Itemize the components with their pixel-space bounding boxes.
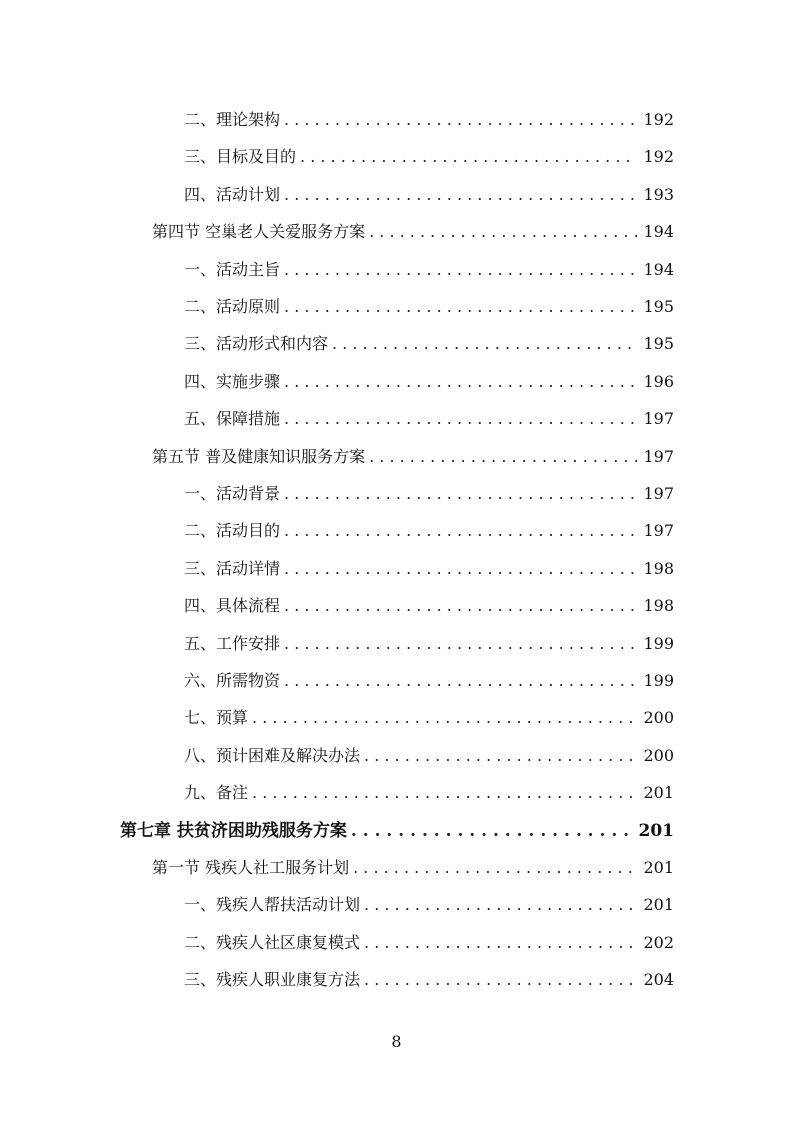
toc-entry[interactable] [152, 445, 674, 469]
toc-leader-dots [369, 220, 637, 244]
toc-entry-page: 194 [643, 222, 674, 242]
toc-entry-page: 197 [643, 484, 674, 503]
toc-entry-page: 196 [643, 371, 674, 391]
toc-entry-label: 三、目标及目的 [184, 147, 297, 167]
toc-entry[interactable] [184, 370, 674, 394]
toc-entry[interactable] [152, 856, 674, 880]
toc-leader-dots [284, 519, 637, 543]
toc-leader-dots [284, 108, 637, 132]
toc-entry-page: 195 [643, 297, 674, 316]
toc-entry-page: 200 [643, 745, 674, 765]
toc-leader-dots [364, 893, 637, 917]
toc-entry-label: 二、活动目的 [184, 521, 281, 541]
toc-entry-label: 二、理论架构 [184, 110, 281, 129]
toc-entry[interactable] [184, 407, 674, 431]
toc-leader-dots [284, 632, 637, 656]
toc-entry-label: 一、残疾人帮扶活动计划 [184, 895, 361, 915]
toc-entry-label: 五、工作安排 [184, 633, 281, 653]
toc-leader-dots [364, 744, 637, 768]
toc-entry-page: 201 [643, 895, 674, 915]
toc-entry[interactable] [184, 145, 674, 169]
toc-entry[interactable] [184, 332, 674, 356]
toc-entry-page: 201 [643, 858, 674, 877]
toc-entry[interactable] [184, 632, 674, 656]
toc-leader-dots [284, 407, 637, 431]
toc-leader-dots [369, 445, 637, 469]
toc-leader-dots [284, 557, 637, 581]
toc-entry[interactable] [184, 295, 674, 319]
toc-entry[interactable] [184, 594, 674, 618]
toc-leader-dots [332, 332, 637, 356]
toc-entry[interactable] [184, 706, 674, 730]
toc-entry-label: 第七章 扶贫济困助残服务方案 [120, 820, 347, 841]
toc-entry-label: 四、具体流程 [184, 596, 281, 616]
toc-entry[interactable] [184, 108, 674, 132]
toc-entry-label: 三、活动形式和内容 [184, 334, 329, 354]
toc-entry[interactable] [184, 893, 674, 917]
toc-leader-dots [300, 145, 637, 169]
toc-entry-label: 六、所需物资 [184, 671, 281, 690]
toc-leader-dots [252, 706, 637, 730]
toc-leader-dots [252, 781, 637, 805]
toc-entry-label: 二、活动原则 [184, 297, 281, 316]
toc-entry-label: 九、备注 [184, 783, 249, 803]
toc-leader-dots [284, 482, 637, 506]
toc-entry-label: 四、实施步骤 [184, 371, 281, 391]
toc-entry-page: 198 [643, 558, 674, 578]
toc-entry-page: 194 [643, 259, 674, 279]
toc-entry-label: 第五节 普及健康知识服务方案 [152, 446, 366, 466]
toc-entry-page: 199 [643, 671, 674, 690]
toc-entry-page: 201 [638, 820, 674, 841]
toc-leader-dots [364, 968, 637, 992]
toc-entry-page: 201 [643, 783, 674, 803]
toc-leader-dots [284, 669, 637, 693]
toc-entry[interactable] [184, 744, 674, 768]
toc-entry-page: 192 [643, 147, 674, 167]
toc-entry[interactable] [184, 258, 674, 282]
toc-entry-page: 193 [643, 184, 674, 204]
toc-entry-label: 七、预算 [184, 708, 249, 728]
toc-leader-dots [284, 183, 637, 207]
toc-entry-page: 197 [643, 521, 674, 541]
toc-entry-label: 第四节 空巢老人关爱服务方案 [152, 222, 366, 242]
toc-entry[interactable] [184, 482, 674, 506]
toc-leader-dots [284, 594, 637, 618]
toc-entry-page: 199 [643, 633, 674, 653]
toc-entry[interactable] [184, 183, 674, 207]
toc-entry-page: 200 [643, 708, 674, 728]
toc-entry-label: 一、活动主旨 [184, 259, 281, 279]
toc-leader-dots [284, 295, 637, 319]
toc-entry[interactable] [184, 669, 674, 693]
toc-entry-page: 198 [643, 596, 674, 616]
toc-leader-dots [284, 258, 637, 282]
toc-entry-label: 五、保障措施 [184, 409, 281, 429]
toc-entry-label: 第一节 残疾人社工服务计划 [152, 858, 350, 877]
toc-entry[interactable] [184, 968, 674, 992]
toc-entry-page: 197 [643, 446, 674, 466]
toc-entry-label: 三、活动详情 [184, 558, 281, 578]
toc-entry[interactable] [184, 557, 674, 581]
toc-leader-dots [364, 931, 637, 955]
toc-entry-page: 195 [643, 334, 674, 354]
toc-entry-label: 二、残疾人社区康复模式 [184, 932, 361, 952]
toc-entry[interactable] [184, 519, 674, 543]
toc-entry-page: 197 [643, 409, 674, 429]
toc-entry-page: 192 [643, 110, 674, 129]
toc-entry[interactable] [184, 781, 674, 805]
toc-leader-dots [353, 856, 637, 880]
toc-entry-label: 三、残疾人职业康复方法 [184, 970, 361, 990]
toc-entry-label: 一、活动背景 [184, 484, 281, 503]
toc-leader-dots [351, 819, 633, 843]
page-number: 8 [391, 1032, 402, 1051]
toc-entry-page: 204 [643, 970, 674, 990]
toc-entry-page: 202 [643, 932, 674, 952]
toc-entry-label: 四、活动计划 [184, 184, 281, 204]
toc-entry-label: 八、预计困难及解决办法 [184, 745, 361, 765]
toc-entry[interactable] [120, 819, 674, 843]
toc-entry[interactable] [152, 220, 674, 244]
toc-entry[interactable] [184, 931, 674, 955]
toc-leader-dots [284, 370, 637, 394]
